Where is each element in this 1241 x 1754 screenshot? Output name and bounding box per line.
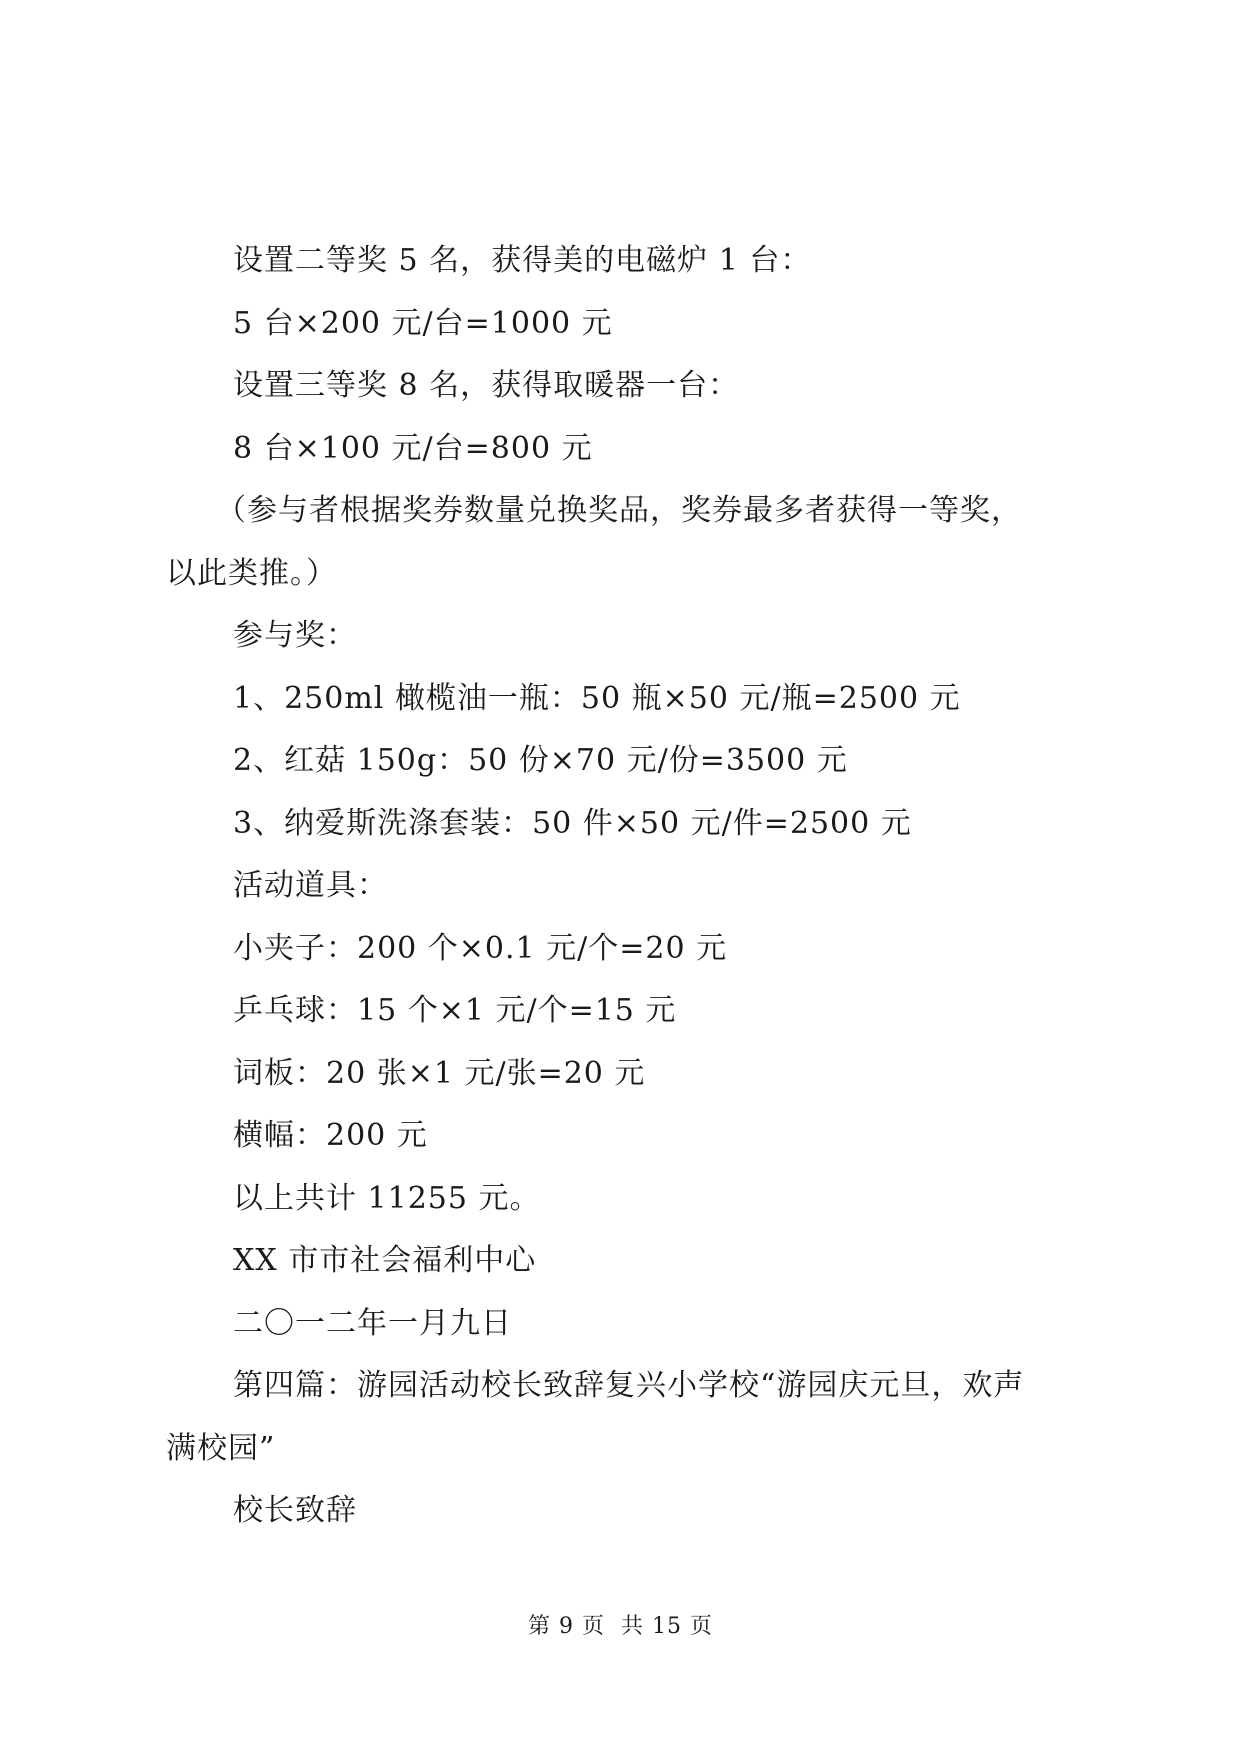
paragraph-line: 2、红菇 150g：50 份×70 元/份=3500 元 xyxy=(233,743,848,778)
paragraph-line: 乒乓球：15 个×1 元/个=15 元 xyxy=(233,993,677,1028)
paragraph-line: 1、250ml 橄榄油一瓶：50 瓶×50 元/瓶=2500 元 xyxy=(233,680,961,716)
paragraph-line: 5 台×200 元/台=1000 元 xyxy=(233,305,613,341)
document-body xyxy=(166,230,1096,1543)
paragraph-line: 二〇一二年一月九日 xyxy=(233,1305,512,1341)
page-total: 共 15 页 xyxy=(621,1614,713,1639)
page-footer xyxy=(0,1612,1241,1642)
paragraph-line: 词板：20 张×1 元/张=20 元 xyxy=(233,1055,646,1091)
paragraph-line: 设置三等奖 8 名，获得取暖器一台： xyxy=(233,368,740,403)
page-number: 第 9 页 xyxy=(528,1614,605,1639)
paragraph-line: 横幅：200 元 xyxy=(233,1118,428,1153)
section-heading-line: 满校园” xyxy=(166,1430,276,1466)
paragraph-line: 以此类推。） xyxy=(166,555,337,591)
paragraph-line: 3、纳爱斯洗涤套装：50 件×50 元/件=2500 元 xyxy=(233,805,912,841)
section-heading-line: 第四篇：游园活动校长致辞复兴小学校“游园庆元旦，欢声 xyxy=(233,1368,1025,1403)
paragraph-line: 以上共计 11255 元。 xyxy=(233,1180,541,1216)
paragraph-line: XX 市市社会福利中心 xyxy=(233,1243,537,1278)
paragraph-line: 参与奖： xyxy=(233,618,357,653)
paragraph-line: 小夹子：200 个×0.1 元/个=20 元 xyxy=(233,930,728,966)
paragraph-line: 设置二等奖 5 名，获得美的电磁炉 1 台： xyxy=(233,243,812,278)
paragraph-line: 校长致辞 xyxy=(233,1493,357,1528)
paragraph-line: 活动道具： xyxy=(233,868,388,903)
paragraph-line: 8 台×100 元/台=800 元 xyxy=(233,430,593,466)
paragraph-line: （参与者根据奖券数量兑换奖品，奖券最多者获得一等奖， xyxy=(216,493,1022,528)
